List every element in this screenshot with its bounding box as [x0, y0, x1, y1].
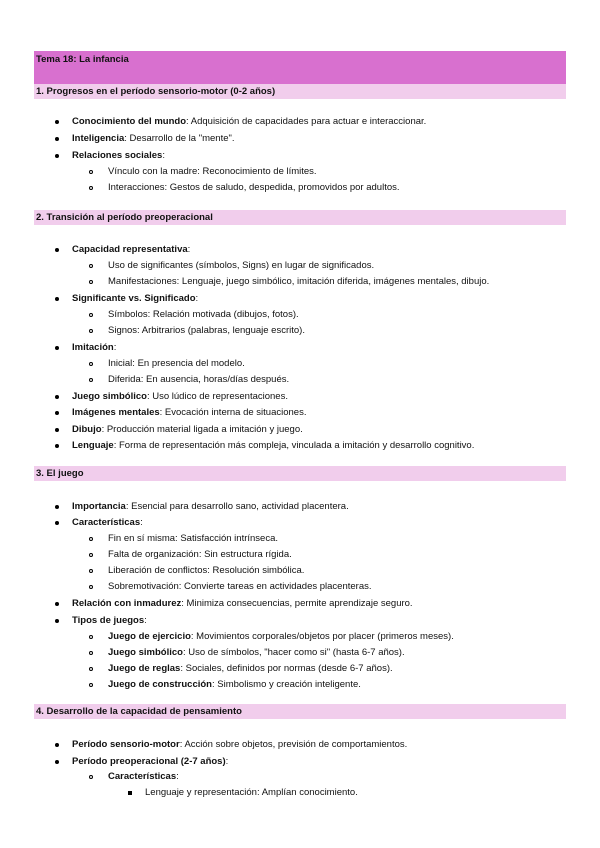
sub-list-item: Juego de construcción: Simbolismo y creación inteligente. [108, 679, 361, 690]
sub-list-item: Liberación de conflictos: Resolución simbólica. [108, 565, 305, 576]
bullet-icon [55, 120, 59, 124]
circle-bullet-icon [89, 313, 93, 317]
bullet-icon [55, 602, 59, 606]
circle-bullet-icon [89, 651, 93, 655]
circle-bullet-icon [89, 569, 93, 573]
sub-list-item: Fin en sí misma: Satisfacción intrínseca. [108, 533, 279, 544]
list-item: Dibujo: Producción material ligada a imitación y juego. [72, 424, 303, 435]
sub-sub-list-item: Lenguaje y representación: Amplían conocimiento. [145, 787, 358, 798]
sub-list-item: Vínculo con la madre: Reconocimiento de límites. [108, 166, 317, 177]
list-item: Imágenes mentales: Evocación interna de situaciones. [72, 407, 307, 418]
section-heading-text: 3. El juego [36, 468, 84, 479]
bullet-icon [55, 137, 59, 141]
circle-bullet-icon [89, 537, 93, 541]
circle-bullet-icon [89, 635, 93, 639]
bullet-icon [55, 346, 59, 350]
list-item: Relaciones sociales: [72, 150, 165, 161]
sub-list-item: Interacciones: Gestos de saludo, despedida, promovidos por adultos. [108, 182, 400, 193]
section-heading-3 [34, 466, 566, 481]
list-item: Importancia: Esencial para desarrollo sano, actividad placentera. [72, 501, 349, 512]
bullet-icon [55, 760, 59, 764]
list-item: Capacidad representativa: [72, 244, 191, 255]
bullet-icon [55, 505, 59, 509]
circle-bullet-icon [89, 170, 93, 174]
circle-bullet-icon [89, 378, 93, 382]
list-item: Significante vs. Significado: [72, 293, 199, 304]
bullet-icon [55, 428, 59, 432]
bullet-icon [55, 521, 59, 525]
list-item: Conocimiento del mundo: Adquisición de capacidades para actuar e interaccionar. [72, 116, 427, 127]
circle-bullet-icon [89, 553, 93, 557]
list-item: Juego simbólico: Uso lúdico de representaciones. [72, 391, 288, 402]
section-heading-text: 2. Transición al período preoperacional [36, 212, 213, 223]
bullet-icon [55, 248, 59, 252]
list-item: Características: [72, 517, 143, 528]
square-bullet-icon [128, 791, 132, 795]
section-heading-text: 1. Progresos en el período sensorio-motor (0-2 años) [36, 86, 276, 97]
circle-bullet-icon [89, 264, 93, 268]
sub-list-item: Juego de ejercicio: Movimientos corporales/objetos por placer (primeros meses). [108, 631, 454, 642]
list-item: Tipos de juegos: [72, 615, 147, 626]
section-heading-2 [34, 210, 566, 225]
sub-list-item: Características: [108, 771, 179, 782]
bullet-icon [55, 444, 59, 448]
sub-list-item: Sobremotivación: Convierte tareas en actividades placenteras. [108, 581, 372, 592]
circle-bullet-icon [89, 585, 93, 589]
sub-list-item: Manifestaciones: Lenguaje, juego simbólico, imitación diferida, imágenes mentales, dibujo. [108, 276, 490, 287]
list-item: Imitación: [72, 342, 117, 353]
bullet-icon [55, 297, 59, 301]
bullet-icon [55, 411, 59, 415]
sub-list-item: Juego simbólico: Uso de símbolos, "hacer como si" (hasta 6-7 años). [108, 647, 405, 658]
circle-bullet-icon [89, 329, 93, 333]
list-item: Inteligencia: Desarrollo de la "mente". [72, 133, 235, 144]
list-item: Lenguaje: Forma de representación más compleja, vinculada a imitación y desarrollo cognitivo. [72, 440, 475, 451]
document-title-bar [34, 51, 566, 84]
bullet-icon [55, 743, 59, 747]
section-heading-1 [34, 84, 566, 99]
sub-list-item: Símbolos: Relación motivada (dibujos, fotos). [108, 309, 299, 320]
circle-bullet-icon [89, 362, 93, 366]
sub-list-item: Falta de organización: Sin estructura rígida. [108, 549, 292, 560]
sub-list-item: Diferida: En ausencia, horas/días después. [108, 374, 290, 385]
bullet-icon [55, 154, 59, 158]
sub-list-item: Juego de reglas: Sociales, definidos por normas (desde 6-7 años). [108, 663, 393, 674]
document-title: Tema 18: La infancia [36, 54, 129, 65]
list-item: Período preoperacional (2-7 años): [72, 756, 229, 767]
section-heading-4 [34, 704, 566, 719]
list-item: Período sensorio-motor: Acción sobre objetos, previsión de comportamientos. [72, 739, 408, 750]
circle-bullet-icon [89, 775, 93, 779]
circle-bullet-icon [89, 280, 93, 284]
circle-bullet-icon [89, 186, 93, 190]
list-item: Relación con inmadurez: Minimiza consecuencias, permite aprendizaje seguro. [72, 598, 413, 609]
bullet-icon [55, 395, 59, 399]
sub-list-item: Uso de significantes (símbolos, Signs) en lugar de significados. [108, 260, 375, 271]
sub-list-item: Inicial: En presencia del modelo. [108, 358, 245, 369]
circle-bullet-icon [89, 667, 93, 671]
circle-bullet-icon [89, 683, 93, 687]
bullet-icon [55, 619, 59, 623]
section-heading-text: 4. Desarrollo de la capacidad de pensamiento [36, 706, 242, 717]
sub-list-item: Signos: Arbitrarios (palabras, lenguaje escrito). [108, 325, 305, 336]
